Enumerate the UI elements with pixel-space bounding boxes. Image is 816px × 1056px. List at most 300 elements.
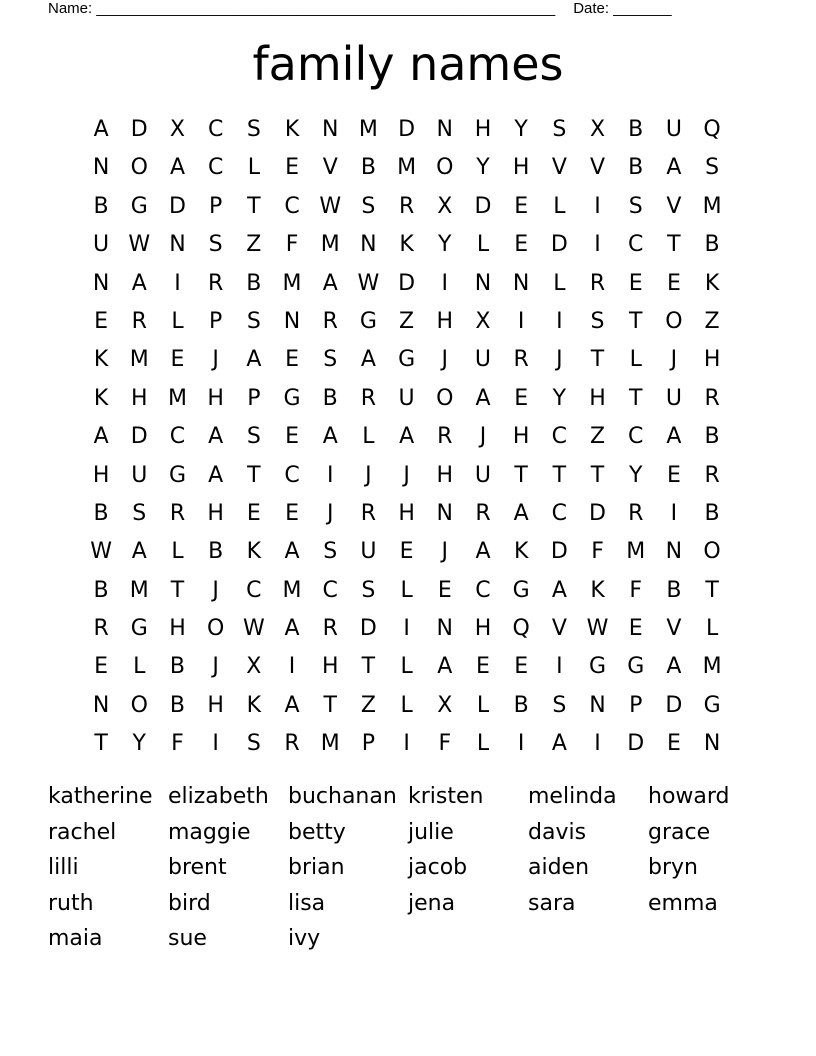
grid-letter[interactable]: I	[403, 731, 410, 757]
grid-letter[interactable]: N	[665, 539, 683, 565]
grid-letter[interactable]: I	[174, 270, 181, 296]
grid-letter[interactable]: D	[130, 117, 148, 142]
grid-letter[interactable]: O	[206, 616, 225, 642]
grid-letter[interactable]: U	[93, 232, 110, 258]
grid-letter[interactable]: W	[242, 616, 265, 642]
grid-letter[interactable]: H	[131, 385, 148, 411]
grid-letter[interactable]: R	[131, 308, 147, 334]
grid-letter[interactable]: S	[361, 193, 376, 219]
grid-letter[interactable]: T	[323, 692, 337, 718]
grid-letter[interactable]: H	[436, 308, 454, 334]
grid-letter[interactable]: B	[93, 500, 109, 526]
grid-letter[interactable]: L	[476, 232, 490, 258]
grid-letter[interactable]: I	[517, 308, 525, 334]
grid-letter[interactable]: P	[247, 385, 261, 411]
grid-letter[interactable]: B	[93, 193, 109, 219]
grid-letter[interactable]: S	[552, 692, 567, 718]
grid-letter[interactable]: B	[360, 155, 376, 181]
grid-letter[interactable]: B	[628, 155, 644, 181]
grid-letter[interactable]: N	[474, 270, 492, 296]
grid-letter[interactable]: A	[399, 424, 415, 450]
grid-letter[interactable]: O	[665, 308, 683, 334]
grid-letter[interactable]: K	[246, 692, 262, 718]
grid-letter[interactable]: H	[589, 385, 606, 411]
grid-letter[interactable]: L	[553, 193, 566, 219]
grid-letter[interactable]: W	[357, 270, 380, 296]
grid-letter[interactable]: B	[246, 270, 262, 296]
grid-letter[interactable]: I	[441, 270, 449, 296]
grid-letter[interactable]: K	[704, 270, 720, 296]
grid-letter[interactable]: L	[476, 692, 490, 718]
grid-letter[interactable]: G	[589, 654, 607, 680]
grid-letter[interactable]: J	[212, 347, 219, 373]
grid-letter[interactable]: J	[441, 539, 449, 565]
grid-letter[interactable]: S	[590, 308, 605, 334]
grid-letter[interactable]: Q	[512, 616, 530, 642]
grid-letter[interactable]: R	[169, 500, 186, 526]
grid-letter[interactable]: S	[323, 347, 338, 373]
grid-letter[interactable]: E	[476, 654, 490, 680]
grid-letter[interactable]: N	[321, 117, 339, 142]
grid-letter[interactable]: N	[283, 308, 301, 334]
grid-letter[interactable]: T	[247, 193, 261, 219]
grid-letter[interactable]: G	[130, 193, 148, 219]
grid-letter[interactable]: L	[553, 270, 566, 296]
grid-letter[interactable]: U	[360, 539, 377, 565]
grid-letter[interactable]: L	[171, 308, 184, 334]
grid-letter[interactable]: M	[702, 193, 722, 219]
grid-letter[interactable]: E	[628, 616, 643, 642]
grid-letter[interactable]: N	[169, 232, 186, 258]
grid-letter[interactable]: T	[628, 308, 643, 334]
grid-letter[interactable]: A	[666, 155, 682, 181]
grid-letter[interactable]: V	[590, 155, 606, 181]
grid-letter[interactable]: Y	[476, 155, 490, 181]
word-bank-item: grace	[648, 819, 711, 845]
grid-letter[interactable]: L	[629, 347, 642, 373]
grid-letter[interactable]: T	[667, 232, 681, 258]
grid-letter[interactable]: D	[398, 270, 416, 296]
grid-letter[interactable]: E	[246, 500, 261, 526]
grid-letter[interactable]: T	[590, 462, 605, 488]
grid-letter[interactable]: S	[246, 424, 261, 450]
grid-letter[interactable]: T	[590, 347, 605, 373]
grid-letter[interactable]: E	[514, 232, 529, 258]
grid-letter[interactable]: H	[512, 424, 530, 450]
grid-letter[interactable]: G	[130, 616, 148, 642]
grid-letter[interactable]: Y	[628, 462, 643, 488]
grid-letter[interactable]: E	[399, 539, 414, 565]
grid-letter[interactable]: O	[130, 155, 148, 181]
grid-letter[interactable]: W	[319, 193, 342, 219]
grid-letter[interactable]: C	[628, 232, 644, 258]
grid-letter[interactable]: B	[169, 692, 186, 718]
grid-letter[interactable]: A	[475, 539, 491, 565]
grid-letter[interactable]: D	[627, 731, 645, 757]
grid-letter[interactable]: W	[128, 232, 151, 258]
grid-letter[interactable]: R	[475, 500, 491, 526]
grid-letter[interactable]: M	[282, 270, 302, 296]
grid-letter[interactable]: B	[513, 692, 529, 718]
grid-letter[interactable]: D	[168, 193, 186, 219]
grid-letter[interactable]: R	[628, 500, 644, 526]
grid-letter[interactable]: H	[169, 616, 186, 642]
grid-letter[interactable]: Z	[589, 424, 606, 450]
grid-letter[interactable]: C	[169, 424, 186, 450]
grid-letter[interactable]: R	[322, 308, 338, 334]
grid-letter[interactable]: J	[556, 347, 563, 373]
grid-letter[interactable]: R	[398, 193, 415, 219]
grid-letter[interactable]: F	[171, 731, 184, 757]
grid-letter[interactable]: U	[665, 385, 682, 411]
grid-letter[interactable]: J	[479, 424, 487, 450]
grid-letter[interactable]: E	[170, 347, 185, 373]
grid-letter[interactable]: G	[703, 692, 721, 718]
grid-letter[interactable]: B	[322, 385, 338, 411]
grid-letter[interactable]: X	[437, 193, 453, 219]
grid-letter[interactable]: A	[360, 347, 376, 373]
grid-letter[interactable]: D	[474, 193, 492, 219]
grid-letter[interactable]: F	[591, 539, 604, 565]
grid-letter[interactable]: D	[398, 117, 416, 142]
grid-letter[interactable]: M	[167, 385, 187, 411]
grid-letter[interactable]: V	[551, 616, 567, 642]
grid-letter[interactable]: N	[92, 692, 110, 718]
name-field[interactable]: Name: _______________________________________________________	[48, 0, 556, 17]
grid-letter[interactable]: I	[594, 232, 601, 258]
grid-letter[interactable]: H	[207, 692, 224, 718]
grid-letter[interactable]: R	[704, 385, 720, 411]
grid-letter[interactable]: A	[93, 117, 109, 142]
grid-letter[interactable]: I	[517, 731, 525, 757]
grid-letter[interactable]: I	[556, 654, 563, 680]
grid-letter[interactable]: O	[703, 539, 721, 565]
grid-letter[interactable]: K	[590, 577, 605, 603]
grid-letter[interactable]: Y	[552, 385, 567, 411]
grid-letter[interactable]: H	[398, 500, 415, 526]
grid-letter[interactable]: L	[171, 539, 184, 565]
grid-letter[interactable]: L	[476, 731, 490, 757]
grid-letter[interactable]: Z	[704, 308, 720, 334]
grid-letter[interactable]: A	[208, 424, 224, 450]
grid-letter[interactable]: M	[129, 347, 149, 373]
grid-row	[82, 380, 731, 418]
grid-letter[interactable]: K	[246, 539, 262, 565]
grid-letter[interactable]: F	[285, 232, 299, 258]
grid-letter[interactable]: F	[438, 731, 452, 757]
grid-letter[interactable]: G	[627, 654, 645, 680]
grid-letter[interactable]: Y	[438, 232, 452, 258]
grid-letter[interactable]: P	[209, 308, 223, 334]
grid-letter[interactable]: E	[285, 155, 299, 181]
grid-letter[interactable]: N	[589, 692, 606, 718]
grid-letter[interactable]: O	[436, 385, 454, 411]
grid-letter[interactable]: X	[475, 308, 491, 334]
grid-letter[interactable]: R	[360, 500, 377, 526]
grid-letter[interactable]: S	[246, 731, 261, 757]
word-bank	[48, 779, 768, 957]
grid-letter[interactable]: R	[704, 462, 720, 488]
grid-letter[interactable]: A	[284, 539, 300, 565]
grid-letter[interactable]: E	[285, 424, 299, 450]
grid-letter[interactable]: R	[589, 270, 606, 296]
grid-letter[interactable]: H	[512, 155, 530, 181]
grid-letter[interactable]: K	[284, 117, 300, 142]
grid-letter[interactable]: C	[284, 193, 300, 219]
grid-letter[interactable]: S	[323, 539, 338, 565]
grid-letter[interactable]: H	[92, 462, 110, 488]
grid-letter[interactable]: S	[628, 193, 643, 219]
grid-letter[interactable]: Z	[399, 308, 415, 334]
grid-letter[interactable]: F	[629, 577, 643, 603]
grid-letter[interactable]: U	[474, 462, 492, 488]
grid-letter[interactable]: A	[131, 270, 147, 296]
word-bank-item: bryn	[648, 855, 698, 881]
grid-letter[interactable]: N	[92, 270, 110, 296]
grid-letter[interactable]: H	[207, 500, 224, 526]
word-bank-item: davis	[528, 819, 587, 845]
grid-letter[interactable]: T	[628, 385, 643, 411]
grid-letter[interactable]: N	[512, 270, 530, 296]
grid-letter[interactable]: U	[474, 347, 492, 373]
grid-letter[interactable]: N	[436, 500, 454, 526]
grid-letter[interactable]: A	[666, 424, 682, 450]
grid-letter[interactable]: R	[208, 270, 224, 296]
word-bank-item: emma	[648, 890, 718, 916]
grid-letter[interactable]: A	[322, 270, 338, 296]
grid-letter[interactable]: A	[93, 424, 109, 450]
grid-letter[interactable]: N	[92, 155, 110, 181]
grid-letter[interactable]: C	[551, 500, 568, 526]
grid-letter[interactable]: I	[556, 308, 563, 334]
grid-letter[interactable]: M	[320, 731, 340, 757]
grid-letter[interactable]: B	[93, 577, 109, 603]
grid-letter[interactable]: I	[403, 616, 410, 642]
grid-letter[interactable]: T	[361, 654, 376, 680]
grid-letter[interactable]: D	[359, 616, 377, 642]
grid-letter[interactable]: D	[550, 232, 568, 258]
grid-letter[interactable]: A	[666, 654, 682, 680]
grid-letter[interactable]: E	[285, 500, 299, 526]
grid-letter[interactable]: B	[169, 654, 186, 680]
grid-letter[interactable]: K	[513, 539, 529, 565]
grid-letter[interactable]: B	[628, 117, 644, 142]
grid-letter[interactable]: M	[702, 654, 722, 680]
word-bank-item: sara	[528, 890, 576, 916]
grid-letter[interactable]: A	[131, 539, 147, 565]
grid-letter[interactable]: I	[670, 500, 678, 526]
grid-letter[interactable]: S	[132, 500, 147, 526]
grid-letter[interactable]: E	[514, 654, 529, 680]
grid-letter[interactable]: I	[212, 731, 219, 757]
grid-row	[82, 341, 731, 379]
grid-letter[interactable]: U	[131, 462, 148, 488]
grid-letter[interactable]: V	[322, 155, 338, 181]
grid-letter[interactable]: T	[514, 462, 528, 488]
grid-letter[interactable]: C	[284, 462, 300, 488]
grid-letter[interactable]: U	[398, 385, 415, 411]
grid-letter[interactable]: Z	[360, 692, 376, 718]
grid-letter[interactable]: R	[360, 385, 377, 411]
grid-letter[interactable]: Q	[703, 117, 721, 142]
word-bank-item: rachel	[48, 819, 117, 845]
grid-letter[interactable]: A	[551, 577, 567, 603]
grid-letter[interactable]: X	[589, 117, 606, 142]
grid-letter[interactable]: E	[628, 270, 643, 296]
grid-letter[interactable]: M	[626, 539, 646, 565]
grid-letter[interactable]: E	[514, 193, 529, 219]
grid-letter[interactable]: J	[365, 462, 372, 488]
grid-letter[interactable]: B	[666, 577, 682, 603]
grid-letter[interactable]: K	[93, 385, 109, 411]
grid-letter[interactable]: Y	[514, 117, 528, 142]
grid-letter[interactable]: H	[703, 347, 721, 373]
grid-letter[interactable]: X	[169, 117, 185, 142]
grid-letter[interactable]: E	[285, 347, 299, 373]
grid-letter[interactable]: V	[666, 616, 682, 642]
grid-letter[interactable]: H	[474, 616, 492, 642]
grid-letter[interactable]: E	[666, 731, 681, 757]
grid-letter[interactable]: J	[326, 500, 334, 526]
grid-letter[interactable]: B	[704, 424, 720, 450]
grid-letter[interactable]: E	[666, 462, 681, 488]
grid-letter[interactable]: R	[93, 616, 109, 642]
grid-letter[interactable]: A	[246, 347, 262, 373]
grid-letter[interactable]: D	[665, 692, 683, 718]
grid-letter[interactable]: S	[552, 117, 567, 142]
grid-letter[interactable]: V	[666, 193, 682, 219]
grid-letter[interactable]: J	[212, 654, 219, 680]
grid-letter[interactable]: I	[594, 193, 601, 219]
grid-letter[interactable]: O	[436, 155, 454, 181]
grid-letter[interactable]: M	[320, 232, 340, 258]
grid-letter[interactable]: H	[474, 117, 492, 142]
grid-letter[interactable]: A	[284, 616, 300, 642]
grid-letter[interactable]: P	[361, 731, 376, 757]
grid-letter[interactable]: T	[552, 462, 567, 488]
grid-letter[interactable]: N	[436, 616, 454, 642]
grid-letter[interactable]: B	[208, 539, 224, 565]
grid-letter[interactable]: M	[129, 577, 149, 603]
grid-letter[interactable]: E	[514, 385, 529, 411]
grid-letter[interactable]: D	[589, 500, 606, 526]
grid-letter[interactable]: D	[130, 424, 148, 450]
grid-letter[interactable]: J	[670, 347, 678, 373]
grid-letter[interactable]: M	[282, 577, 302, 603]
grid-letter[interactable]: C	[322, 577, 338, 603]
grid-letter[interactable]: K	[93, 347, 109, 373]
grid-letter[interactable]: R	[513, 347, 529, 373]
grid-letter[interactable]: G	[168, 462, 186, 488]
grid-letter[interactable]: L	[133, 654, 146, 680]
grid-letter[interactable]: L	[400, 577, 413, 603]
grid-letter[interactable]: C	[207, 155, 224, 181]
grid-letter[interactable]: U	[665, 117, 682, 142]
grid-letter[interactable]: R	[284, 731, 300, 757]
grid-letter[interactable]: Z	[246, 232, 262, 258]
grid-letter[interactable]: I	[594, 731, 601, 757]
grid-letter[interactable]: S	[208, 232, 223, 258]
grid-letter[interactable]: T	[94, 731, 108, 757]
grid-letter[interactable]: G	[398, 347, 416, 373]
grid-letter[interactable]: A	[208, 462, 224, 488]
grid-letter[interactable]: J	[212, 577, 219, 603]
grid-letter[interactable]: C	[246, 577, 262, 603]
grid-letter[interactable]: D	[550, 539, 568, 565]
grid-letter[interactable]: E	[94, 654, 109, 680]
grid-letter[interactable]: T	[170, 577, 185, 603]
grid-letter[interactable]: P	[209, 193, 223, 219]
grid-letter[interactable]: H	[436, 462, 454, 488]
grid-letter[interactable]: S	[361, 577, 376, 603]
grid-letter[interactable]: S	[246, 308, 261, 334]
grid-letter[interactable]: G	[359, 308, 377, 334]
grid-letter[interactable]: G	[283, 385, 301, 411]
grid-letter[interactable]: A	[322, 424, 338, 450]
grid-letter[interactable]: O	[130, 692, 148, 718]
grid-letter[interactable]: S	[705, 155, 720, 181]
grid-letter[interactable]: A	[169, 155, 185, 181]
grid-letter[interactable]: A	[437, 654, 453, 680]
grid-letter[interactable]: B	[704, 500, 720, 526]
grid-letter[interactable]: W	[90, 539, 112, 565]
grid-letter[interactable]: T	[247, 462, 261, 488]
grid-letter[interactable]: W	[586, 616, 609, 642]
grid-letter[interactable]: T	[705, 577, 719, 603]
grid-letter[interactable]: X	[437, 692, 453, 718]
grid-letter[interactable]: J	[403, 462, 410, 488]
grid-letter[interactable]: M	[358, 117, 378, 142]
grid-letter[interactable]: R	[437, 424, 453, 450]
grid-letter[interactable]: S	[246, 117, 261, 142]
grid-letter[interactable]: C	[551, 424, 568, 450]
grid-letter[interactable]: M	[397, 155, 417, 181]
grid-letter[interactable]: K	[399, 232, 414, 258]
grid-letter[interactable]: I	[326, 462, 334, 488]
grid-letter[interactable]: Y	[132, 731, 146, 757]
grid-letter[interactable]: E	[666, 270, 681, 296]
grid-letter[interactable]: L	[247, 155, 260, 181]
grid-letter[interactable]: R	[322, 616, 338, 642]
grid-letter[interactable]: C	[207, 117, 224, 142]
grid-letter[interactable]: L	[362, 424, 375, 450]
grid-letter[interactable]: L	[400, 692, 413, 718]
grid-letter[interactable]: C	[475, 577, 491, 603]
grid-letter[interactable]: H	[321, 654, 339, 680]
grid-letter[interactable]: J	[441, 347, 449, 373]
grid-letter[interactable]: A	[551, 731, 567, 757]
grid-letter[interactable]: A	[284, 692, 300, 718]
grid-letter[interactable]: A	[513, 500, 529, 526]
grid-letter[interactable]: N	[360, 232, 377, 258]
grid-letter[interactable]: X	[246, 654, 262, 680]
grid-letter[interactable]: C	[628, 424, 644, 450]
grid-letter[interactable]: E	[437, 577, 452, 603]
grid-letter[interactable]: G	[512, 577, 530, 603]
grid-letter[interactable]: A	[475, 385, 491, 411]
grid-letter[interactable]: H	[207, 385, 224, 411]
grid-letter[interactable]: E	[94, 308, 109, 334]
date-field[interactable]: Date: _______	[573, 0, 672, 17]
grid-letter[interactable]: L	[705, 616, 719, 642]
grid-letter[interactable]: N	[703, 731, 721, 757]
grid-letter[interactable]: L	[400, 654, 413, 680]
grid-letter[interactable]: V	[551, 155, 567, 181]
grid-letter[interactable]: B	[704, 232, 720, 258]
grid-letter[interactable]: N	[436, 117, 454, 142]
grid-letter[interactable]: I	[288, 654, 296, 680]
grid-letter[interactable]: P	[629, 692, 643, 718]
